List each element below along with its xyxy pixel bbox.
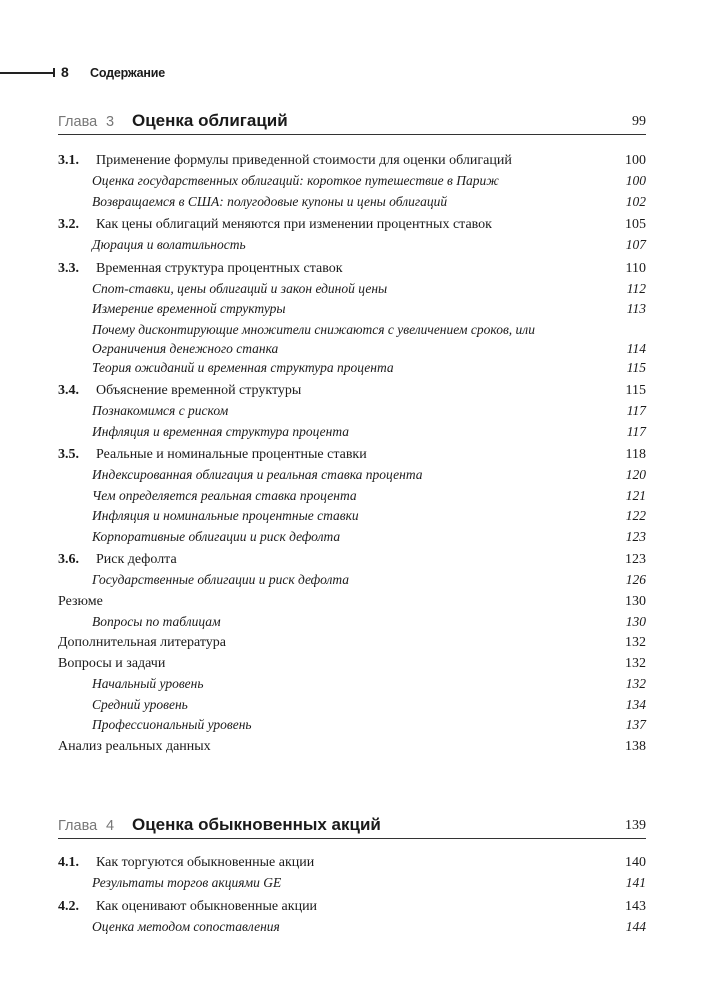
- entry-title: Чем определяется реальная ставка процента: [92, 487, 357, 503]
- toc-section-entry: [58, 852, 646, 873]
- section-number: 3.5.: [58, 447, 79, 462]
- entry-page: 120: [625, 467, 646, 482]
- toc-subsection-entry: [58, 465, 646, 486]
- section-number: 3.6.: [58, 552, 79, 567]
- entry-page: 130: [625, 613, 646, 629]
- entry-title: Дополнительная литература: [58, 635, 226, 650]
- entry-page: 115: [626, 359, 646, 375]
- toc-subsection-entry: [58, 570, 646, 591]
- header-tick: [53, 68, 55, 77]
- toc-entry: [58, 736, 646, 757]
- entry-title: Результаты торгов акциями GE: [92, 875, 282, 890]
- toc-subsection-entry: [58, 422, 646, 443]
- entry-page: 132: [625, 656, 646, 671]
- entry-title: Профессиональный уровень: [92, 717, 252, 732]
- toc-subsection-entry: [58, 715, 646, 736]
- entry-page: 113: [626, 301, 646, 316]
- toc-subsection-entry: [58, 320, 646, 358]
- entry-title: Как цены облигаций меняются при изменении процентных ставок: [96, 217, 492, 232]
- entry-page: 105: [625, 217, 646, 232]
- entry-page: 132: [625, 676, 646, 691]
- entry-page: 107: [625, 237, 646, 252]
- toc-subsection-entry: [58, 279, 646, 300]
- toc-section-entry: [58, 150, 646, 171]
- toc-subsection-entry: [58, 192, 646, 213]
- entry-page: 110: [625, 260, 646, 276]
- toc-subsection-entry: [58, 674, 646, 695]
- toc-section-entry: [58, 258, 646, 279]
- entry-title: Инфляция и номинальные процентные ставки: [92, 508, 359, 523]
- chapter-title: Оценка обыкновенных акций: [132, 815, 381, 834]
- toc-subsection-entry: [58, 299, 646, 320]
- toc-section-entry: [58, 380, 646, 401]
- entry-page: 138: [625, 738, 646, 754]
- running-header: Содержание: [90, 66, 166, 80]
- entry-title: Объяснение временной структуры: [96, 383, 302, 398]
- toc-section-entry: [58, 444, 646, 465]
- toc-subsection-entry: [58, 506, 646, 527]
- entry-title: Почему дисконтирующие множители снижаются с увеличением сроков, или Ограничения денежного станка: [92, 321, 535, 356]
- entry-title: Возвращаемся в США: полугодовые купоны и цены облигаций: [92, 193, 448, 209]
- header-rule: [0, 72, 54, 74]
- chapter-page: 99: [632, 114, 646, 129]
- entry-title: Теория ожиданий и временная структура процента: [92, 359, 394, 375]
- toc-section-entry: [58, 896, 646, 917]
- entry-page: 117: [626, 423, 646, 439]
- entry-page: 137: [625, 717, 646, 732]
- entry-page: 130: [625, 593, 646, 609]
- toc-subsection-entry: [58, 873, 646, 894]
- entry-page: 144: [625, 918, 646, 934]
- entry-page: 141: [625, 875, 646, 890]
- entry-title: Как торгуются обыкновенные акции: [96, 855, 315, 870]
- entry-title: Индексированная облигация и реальная ставка процента: [92, 467, 423, 482]
- entry-title: Оценка методом сопоставления: [92, 918, 280, 934]
- entry-title: Начальный уровень: [92, 676, 204, 691]
- entry-title: Познакомимся с риском: [92, 403, 229, 418]
- chapter-3-entries: [58, 150, 646, 757]
- entry-title: Вопросы и задачи: [58, 656, 166, 671]
- page-number: 8: [61, 64, 69, 80]
- entry-title: Спот-ставки, цены облигаций и закон единой цены: [92, 280, 388, 296]
- chapter-3-heading: [58, 108, 646, 135]
- entry-page: 126: [625, 572, 646, 587]
- section-number: 3.4.: [58, 383, 79, 398]
- toc-entry: [58, 653, 646, 674]
- entry-title: Анализ реальных данных: [58, 738, 211, 754]
- entry-title: Временная структура процентных ставок: [96, 260, 343, 276]
- entry-title: Применение формулы приведенной стоимости для оценки облигаций: [96, 153, 512, 168]
- chapter-title: Оценка облигаций: [132, 111, 288, 130]
- toc-subsection-entry: [58, 527, 646, 548]
- entry-page: 122: [625, 508, 646, 523]
- toc-subsection-entry: [58, 486, 646, 507]
- entry-page: 117: [626, 403, 646, 418]
- entry-title: Измерение временной структуры: [92, 301, 286, 316]
- chapter-label: Глава: [58, 114, 98, 130]
- toc-subsection-entry: [58, 917, 646, 938]
- section-number: 3.3.: [58, 260, 79, 276]
- toc-subsection-entry: [58, 358, 646, 379]
- chapter-number: 3: [106, 114, 115, 130]
- toc-entry: [58, 632, 646, 653]
- entry-title: Государственные облигации и риск дефолта: [92, 572, 350, 587]
- entry-title: Резюме: [58, 593, 103, 609]
- toc-section-entry: [58, 549, 646, 570]
- entry-page: 134: [625, 696, 646, 712]
- chapter-4-entries: [58, 852, 646, 937]
- entry-page: 112: [626, 280, 646, 296]
- entry-page: 143: [625, 898, 646, 914]
- chapter-label: Глава: [58, 818, 98, 834]
- entry-page: 132: [625, 635, 646, 650]
- entry-title: Вопросы по таблицам: [92, 613, 221, 629]
- chapter-page: 139: [625, 818, 646, 833]
- toc-subsection-entry: [58, 235, 646, 256]
- entry-page: 140: [625, 855, 646, 870]
- entry-page: 118: [625, 447, 646, 462]
- entry-page: 123: [625, 528, 646, 544]
- section-number: 4.2.: [58, 898, 79, 914]
- entry-title: Корпоративные облигации и риск дефолта: [92, 528, 341, 544]
- toc-entry: [58, 591, 646, 612]
- section-number: 3.1.: [58, 153, 79, 168]
- entry-page: 115: [625, 383, 646, 398]
- chapter-4-heading: [58, 812, 646, 839]
- entry-title: Риск дефолта: [96, 552, 177, 567]
- entry-page: 123: [625, 552, 646, 567]
- entry-title: Дюрация и волатильность: [92, 237, 246, 252]
- entry-page: 114: [626, 340, 646, 356]
- toc-subsection-entry: [58, 612, 646, 633]
- toc-section-entry: [58, 214, 646, 235]
- entry-page: 121: [625, 487, 646, 503]
- toc-subsection-entry: [58, 171, 646, 192]
- entry-page: 100: [625, 153, 646, 168]
- entry-title: Реальные и номинальные процентные ставки: [96, 447, 367, 462]
- toc-subsection-entry: [58, 401, 646, 422]
- entry-title: Как оценивают обыкновенные акции: [96, 898, 318, 914]
- entry-page: 100: [625, 173, 646, 188]
- entry-title: Инфляция и временная структура процента: [92, 423, 350, 439]
- entry-title: Средний уровень: [92, 696, 188, 712]
- entry-title: Оценка государственных облигаций: короткое путешествие в Париж: [92, 173, 499, 188]
- section-number: 3.2.: [58, 217, 79, 232]
- toc-subsection-entry: [58, 695, 646, 716]
- entry-page: 102: [625, 193, 646, 209]
- chapter-number: 4: [106, 818, 115, 834]
- section-number: 4.1.: [58, 855, 79, 870]
